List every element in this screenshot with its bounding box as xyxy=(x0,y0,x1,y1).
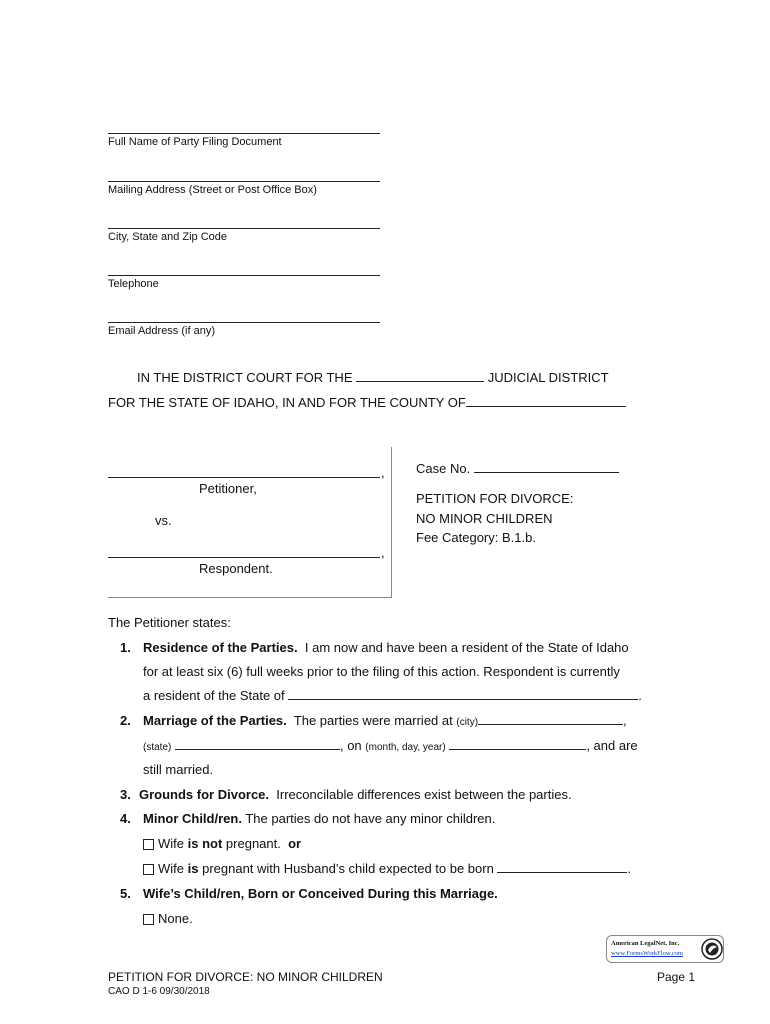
petitioner-comma: , xyxy=(381,465,385,480)
vs-label: vs. xyxy=(155,513,172,528)
item-3-text: Irreconcilable differences exist between the parties. xyxy=(276,787,572,802)
marriage-city-blank[interactable] xyxy=(478,713,623,725)
date-label: (month, day, year) xyxy=(365,742,446,753)
opt1-pregnant: pregnant. xyxy=(225,836,281,851)
item-2-comma: , xyxy=(623,713,627,728)
document-title-line-2: NO MINOR CHILDREN xyxy=(416,511,553,526)
item-3-number: 3. xyxy=(120,787,131,802)
respondent-comma: , xyxy=(381,545,385,560)
badge-url[interactable]: www.FormsWorkFlow.com xyxy=(611,950,683,957)
item-2-text-b: still married. xyxy=(143,762,214,777)
item-5-number: 5. xyxy=(120,886,131,901)
opt2-wife: Wife xyxy=(158,861,184,876)
case-no-label: Case No. xyxy=(416,461,471,476)
district-number-blank[interactable] xyxy=(356,370,484,382)
state-label: (state) xyxy=(143,742,172,753)
item-2-line-b xyxy=(143,738,638,753)
not-pregnant-option xyxy=(143,836,301,851)
caption-divider-vertical xyxy=(391,447,392,597)
item-2-number: 2. xyxy=(120,713,131,728)
case-number-field xyxy=(416,461,619,476)
name-label: Full Name of Party Filing Document xyxy=(108,136,282,148)
item-1-line-a xyxy=(143,640,629,655)
item-1-text-a: I am now and have been a resident of the State of Idaho xyxy=(304,640,629,655)
due-date-blank[interactable] xyxy=(497,861,627,873)
item-3-heading: Grounds for Divorce. xyxy=(139,787,270,802)
legalnet-badge xyxy=(606,935,724,963)
court-line-1-pre: IN THE DISTRICT COURT FOR THE xyxy=(137,370,353,385)
pregnant-option xyxy=(143,861,631,876)
item-1-text-b: for at least six (6) full weeks prior to the filing of this action. Respondent is currently xyxy=(143,664,620,679)
none-checkbox[interactable] xyxy=(143,914,154,925)
none-label: None. xyxy=(158,911,193,926)
marriage-date-blank[interactable] xyxy=(449,738,586,750)
respondent-state-blank[interactable] xyxy=(288,688,638,700)
opt2-is: is xyxy=(187,861,199,876)
opt1-is-not: is not xyxy=(187,836,223,851)
footer-form-code: CAO D 1-6 09/30/2018 xyxy=(108,986,210,997)
court-line-2-text: FOR THE STATE OF IDAHO, IN AND FOR THE COUNTY OF xyxy=(108,395,466,410)
city-label: (city) xyxy=(456,717,479,728)
name-line[interactable] xyxy=(108,133,380,134)
court-line-2 xyxy=(108,395,626,410)
item-4-line xyxy=(143,811,495,826)
item-2-line-a xyxy=(143,713,627,728)
item-4-text: The parties do not have any minor children. xyxy=(245,811,496,826)
opt2-period: . xyxy=(627,861,632,876)
opt1-or: or xyxy=(288,836,302,851)
city-state-zip-label: City, State and Zip Code xyxy=(108,231,228,243)
item-4-heading: Minor Child/ren. xyxy=(143,811,242,826)
badge-logo-icon xyxy=(701,938,723,960)
court-line-1-post: JUDICIAL DISTRICT xyxy=(487,370,609,385)
not-pregnant-checkbox[interactable] xyxy=(143,839,154,850)
telephone-label: Telephone xyxy=(108,278,159,290)
email-line[interactable] xyxy=(108,322,380,323)
badge-company: American LegalNet, Inc. xyxy=(611,940,680,947)
respondent-label: Respondent. xyxy=(199,561,273,576)
pregnant-checkbox[interactable] xyxy=(143,864,154,875)
opt2-text: pregnant with Husband’s child expected to be born xyxy=(202,861,494,876)
address-line[interactable] xyxy=(108,181,380,182)
item-3-line xyxy=(139,787,572,802)
item-5-heading: Wife’s Child/ren, Born or Conceived During this Marriage. xyxy=(143,886,498,901)
item-2-heading: Marriage of the Parties. xyxy=(143,713,287,728)
petitioner-name-line[interactable] xyxy=(108,477,380,478)
fee-category: Fee Category: B.1.b. xyxy=(416,530,536,545)
case-number-blank[interactable] xyxy=(474,461,619,473)
respondent-name-line[interactable] xyxy=(108,557,380,558)
none-option xyxy=(143,911,193,926)
item-4-number: 4. xyxy=(120,811,131,826)
on-text: , on xyxy=(339,738,362,753)
opt1-wife: Wife xyxy=(158,836,184,851)
court-line-1 xyxy=(137,370,609,385)
email-label: Email Address (if any) xyxy=(108,325,215,337)
item-1-period: . xyxy=(638,688,642,703)
and-are-text: , and are xyxy=(586,738,638,753)
item-1-text-c: a resident of the State of xyxy=(143,688,285,703)
item-1-heading: Residence of the Parties. xyxy=(143,640,298,655)
page-number: Page 1 xyxy=(657,970,696,984)
address-label: Mailing Address (Street or Post Office Box) xyxy=(108,184,317,196)
city-state-zip-line[interactable] xyxy=(108,228,380,229)
item-2-text-a: The parties were married at xyxy=(293,713,453,728)
document-title-line-1: PETITION FOR DIVORCE: xyxy=(416,491,574,506)
item-1-number: 1. xyxy=(120,640,131,655)
telephone-line[interactable] xyxy=(108,275,380,276)
intro-text: The Petitioner states: xyxy=(108,615,231,630)
county-blank[interactable] xyxy=(466,395,626,407)
item-1-line-c xyxy=(143,688,642,703)
caption-divider-horizontal xyxy=(108,597,392,598)
footer-title: PETITION FOR DIVORCE: NO MINOR CHILDREN xyxy=(108,970,383,984)
petitioner-label: Petitioner, xyxy=(199,481,257,496)
marriage-state-blank[interactable] xyxy=(175,738,340,750)
